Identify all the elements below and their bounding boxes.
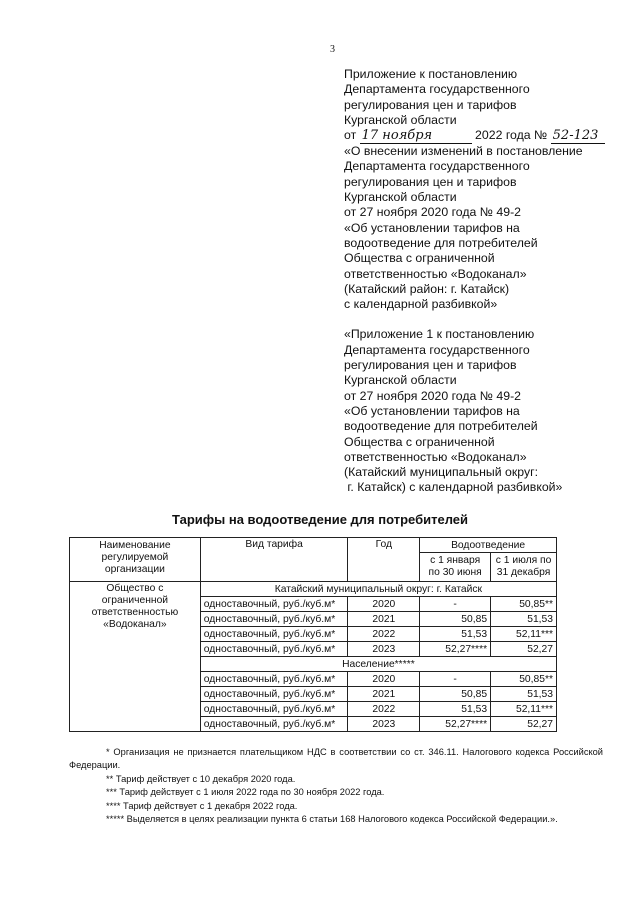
appendix-header: [344, 67, 634, 496]
period2-cell: 52,11***: [491, 627, 557, 642]
year-cell: 2023: [348, 642, 420, 657]
quoted-line: (Катайский муниципальный округ:: [344, 465, 538, 480]
period1-cell: 51,53: [420, 702, 491, 717]
tariff-type-cell: одноставочный, руб./куб.м*: [200, 672, 348, 687]
appendix-line: Курганской области: [344, 112, 457, 127]
date-prefix: от: [344, 128, 357, 143]
tariff-type-cell: одноставочный, руб./куб.м*: [200, 642, 348, 657]
tariff-type-cell: одноставочный, руб./куб.м*: [200, 612, 348, 627]
reference-line: от 27 ноября 2020 года № 49-2: [344, 205, 522, 220]
header-period-jan-jun: с 1 января по 30 июня: [420, 553, 491, 582]
quoted-line: «Приложение 1 к постановлению: [344, 327, 535, 342]
table-header-row: [70, 538, 557, 553]
quoted-line: водоотведение для потребителей: [344, 419, 538, 434]
date-line: [344, 128, 634, 144]
period1-cell: 51,53: [420, 627, 491, 642]
appendix-line: регулирования цен и тарифов: [344, 97, 517, 112]
reference-line: Общества с ограниченной: [344, 251, 495, 266]
footnotes: [69, 746, 603, 826]
footnote: ***** Выделяется в целях реализации пункта 6 статьи 168 Налогового кодекса Российской Федерации.».: [106, 814, 558, 825]
year-cell: 2021: [348, 687, 420, 702]
year-cell: 2023: [348, 717, 420, 732]
reference-line: водоотведение для потребителей: [344, 235, 538, 250]
table-title: Тарифы на водоотведение для потребителей: [171, 512, 469, 527]
period2-cell: 52,11***: [491, 702, 557, 717]
header-year: Год: [348, 538, 420, 582]
tariff-type-cell: одноставочный, руб./куб.м*: [200, 702, 348, 717]
tariff-type-cell: одноставочный, руб./куб.м*: [200, 627, 348, 642]
reference-line: регулирования цен и тарифов: [344, 174, 517, 189]
tariff-type-cell: одноставочный, руб./куб.м*: [200, 687, 348, 702]
quoted-line: ответственностью «Водоканал»: [344, 449, 527, 464]
footnote: ** Тариф действует с 10 декабря 2020 года.: [106, 773, 296, 784]
reference-line: с календарной разбивкой»: [344, 297, 498, 312]
period1-cell: 52,27****: [420, 717, 491, 732]
year-cell: 2022: [348, 702, 420, 717]
period1-cell: -: [420, 597, 491, 612]
header-period-jul-dec: с 1 июля по 31 декабря: [491, 553, 557, 582]
year-cell: 2020: [348, 672, 420, 687]
period2-cell: 50,85**: [491, 672, 557, 687]
quoted-line: Курганской области: [344, 373, 457, 388]
reference-block: [344, 144, 634, 312]
quoted-line: Департамента государственного: [344, 342, 530, 357]
tariff-type-cell: одноставочный, руб./куб.м*: [200, 597, 348, 612]
period1-cell: -: [420, 672, 491, 687]
reference-line: «О внесении изменений в постановление: [344, 144, 583, 159]
year-cell: 2021: [348, 612, 420, 627]
period1-cell: 50,85: [420, 612, 491, 627]
period2-cell: 50,85**: [491, 597, 557, 612]
handwritten-date: 17 ноября: [360, 129, 472, 144]
year-text: 2022 года №: [475, 128, 548, 143]
header-tariff-type: Вид тарифа: [200, 538, 348, 582]
quoted-line: г. Катайск) с календарной разбивкой»: [344, 480, 563, 495]
section-row: [70, 582, 557, 597]
period2-cell: 51,53: [491, 687, 557, 702]
footnote: **** Тариф действует с 1 декабря 2022 года.: [106, 800, 298, 811]
tariff-type-cell: одноставочный, руб./куб.м*: [200, 717, 348, 732]
appendix-line: Департамента государственного: [344, 82, 530, 97]
reference-line: Департамента государственного: [344, 159, 530, 174]
header-organization: Наименование регулируемой организации: [70, 538, 201, 582]
quoted-line: регулирования цен и тарифов: [344, 358, 517, 373]
reference-line: Курганской области: [344, 190, 457, 205]
appendix-line: Приложение к постановлению: [344, 67, 518, 81]
year-cell: 2020: [348, 597, 420, 612]
quoted-line: «Об установлении тарифов на: [344, 403, 520, 418]
handwritten-number: 52-123: [551, 129, 605, 144]
period1-cell: 52,27****: [420, 642, 491, 657]
period2-cell: 52,27: [491, 642, 557, 657]
quoted-appendix-block: [344, 327, 634, 495]
footnote: * Организация не признается плательщиком НДС в соответствии со ст. 346.11. Налогового кодекса Российской Федерации.: [69, 747, 603, 771]
section-title: Население*****: [200, 657, 556, 672]
reference-line: ответственностью «Водоканал»: [344, 266, 527, 281]
period2-cell: 51,53: [491, 612, 557, 627]
quoted-line: от 27 ноября 2020 года № 49-2: [344, 388, 522, 403]
reference-line: «Об установлении тарифов на: [344, 220, 520, 235]
header-wastewater: Водоотведение: [420, 538, 557, 553]
page-number: 3: [330, 44, 335, 55]
reference-line: (Катайский район: г. Катайск): [344, 281, 510, 296]
organization-name: Общество с ограниченной ответственностью «Водоканал»: [70, 582, 201, 732]
tariffs-table: [69, 537, 557, 732]
period1-cell: 50,85: [420, 687, 491, 702]
period2-cell: 52,27: [491, 717, 557, 732]
quoted-line: Общества с ограниченной: [344, 434, 495, 449]
section-title: Катайский муниципальный округ: г. Катайск: [200, 582, 556, 597]
year-cell: 2022: [348, 627, 420, 642]
footnote: *** Тариф действует с 1 июля 2022 года по 30 ноября 2022 года.: [106, 787, 385, 798]
